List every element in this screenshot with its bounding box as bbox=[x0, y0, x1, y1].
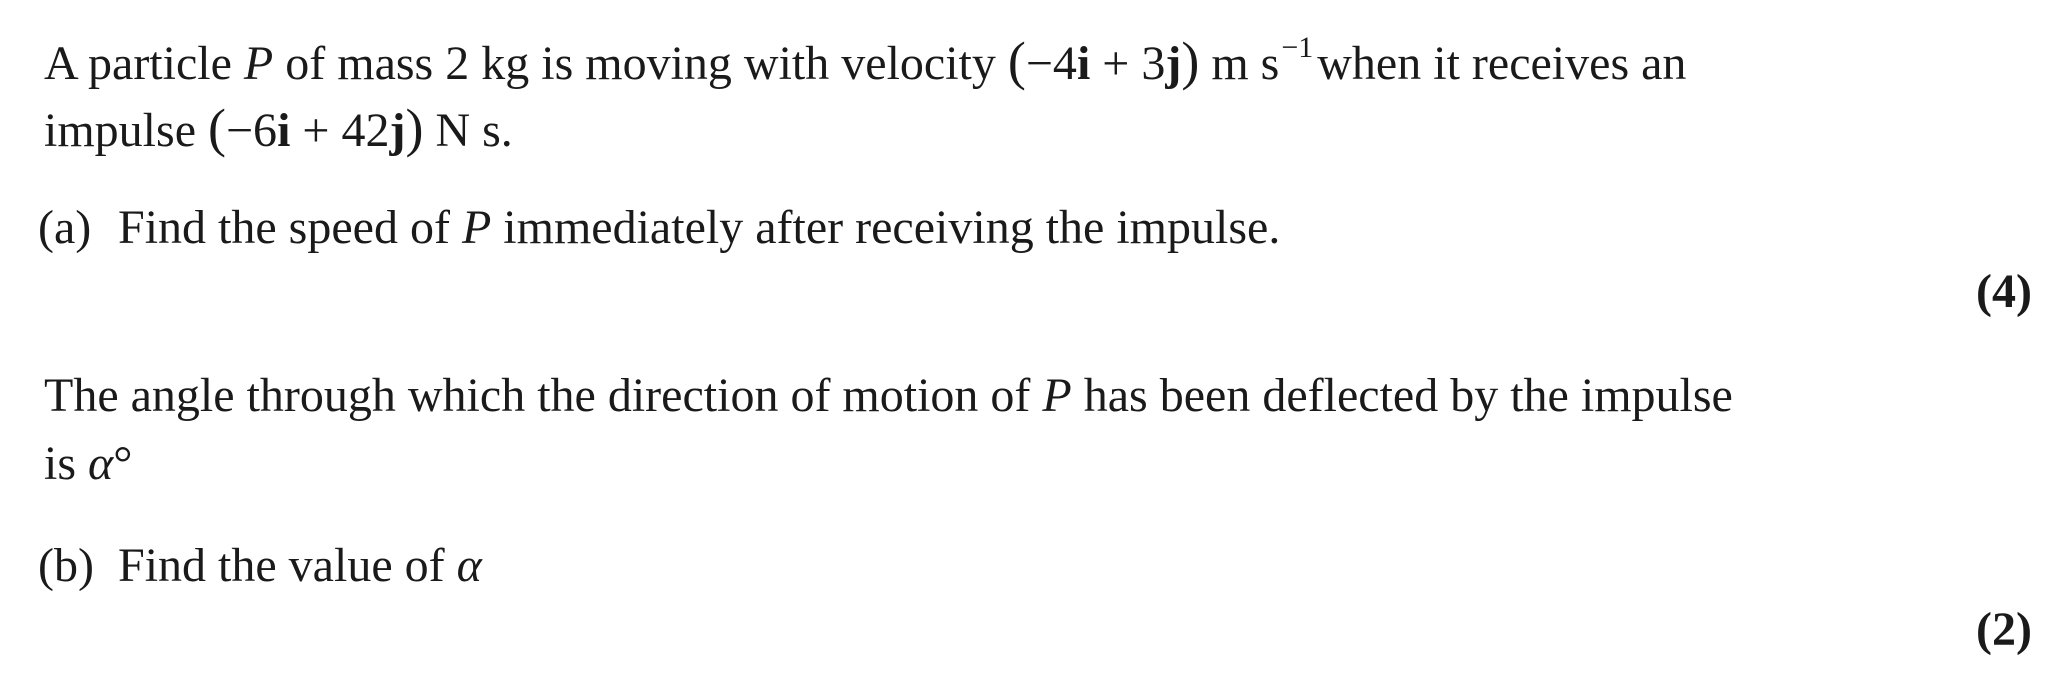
particle-symbol: P bbox=[243, 37, 274, 90]
degree-symbol: ° bbox=[113, 437, 133, 490]
velocity-i-coefficient: −4 bbox=[1025, 37, 1077, 90]
part-a-label: (a) bbox=[38, 201, 92, 254]
part-a-text: immediately after receiving the impulse. bbox=[491, 201, 1281, 254]
velocity-units: m s bbox=[1199, 37, 1280, 90]
impulse-units: N s. bbox=[423, 104, 513, 157]
velocity-close-paren: ) bbox=[1181, 31, 1200, 91]
part-b-text: Find the value of bbox=[118, 539, 457, 592]
unit-vector-j: j bbox=[1165, 37, 1182, 90]
particle-symbol: P bbox=[1042, 369, 1072, 422]
deflection-text: The angle through which the direction of motion of bbox=[44, 369, 1043, 422]
deflection-line-2 bbox=[44, 437, 133, 490]
part-a bbox=[38, 201, 1281, 254]
deflection-text: has been deflected by the impulse bbox=[1071, 369, 1733, 422]
intro-line-1 bbox=[44, 31, 1687, 91]
intro-text: when it receives an bbox=[1317, 37, 1687, 90]
unit-vector-j: j bbox=[389, 104, 406, 157]
velocity-units-exponent: −1 bbox=[1281, 31, 1314, 64]
impulse-j-coefficient: + 42 bbox=[290, 104, 390, 157]
part-a-text: Find the speed of bbox=[118, 201, 462, 254]
impulse-close-paren: ) bbox=[405, 98, 424, 158]
part-b-marks: (2) bbox=[1976, 603, 2032, 656]
part-a-marks: (4) bbox=[1976, 265, 2032, 318]
alpha-symbol: α bbox=[456, 539, 482, 592]
unit-vector-i: i bbox=[277, 104, 291, 157]
intro-text: A particle bbox=[44, 37, 244, 90]
intro-text: of mass 2 kg is moving with velocity bbox=[273, 37, 1008, 90]
alpha-symbol: α bbox=[88, 437, 114, 490]
deflection-line-1 bbox=[44, 369, 1733, 422]
intro-text: impulse bbox=[44, 104, 208, 157]
velocity-j-coefficient: + 3 bbox=[1090, 37, 1166, 90]
deflection-text: is bbox=[44, 437, 89, 490]
particle-symbol: P bbox=[461, 201, 492, 254]
unit-vector-i: i bbox=[1076, 37, 1091, 90]
velocity-open-paren: ( bbox=[1007, 31, 1026, 91]
impulse-i-coefficient: −6 bbox=[225, 104, 278, 157]
impulse-open-paren: ( bbox=[208, 98, 226, 158]
part-b-label: (b) bbox=[38, 539, 94, 592]
part-b bbox=[38, 539, 482, 592]
intro-line-2 bbox=[44, 98, 513, 158]
